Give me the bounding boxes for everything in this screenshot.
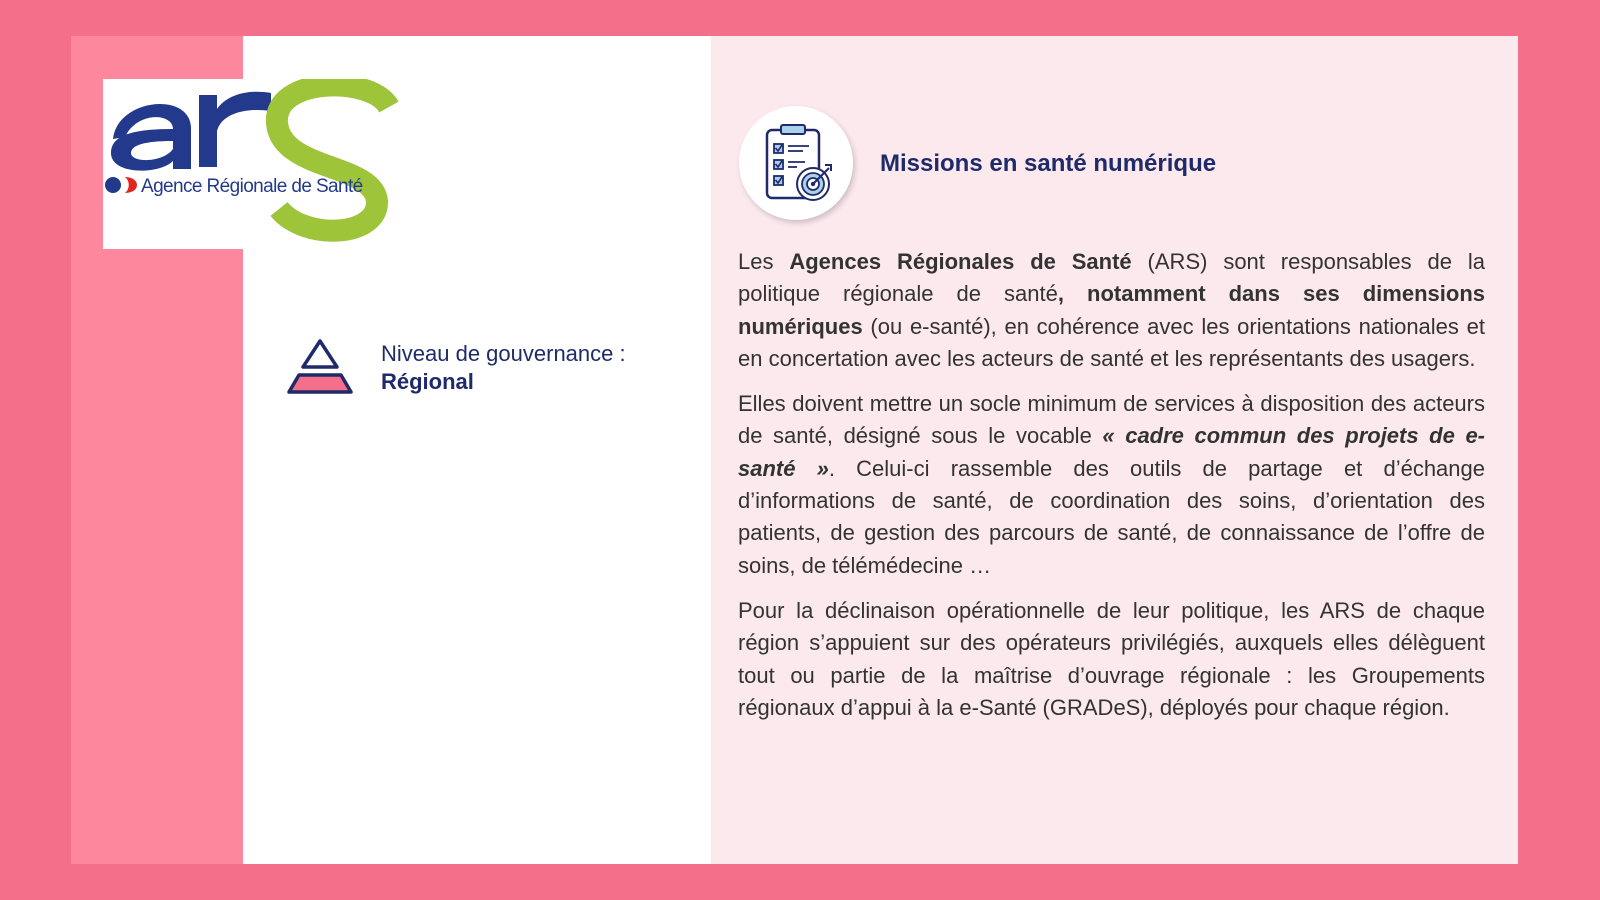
text-run: Pour la déclinaison opérationnelle de leur politique, les ARS de chaque région s’appuient sur des opérateurs privilégiés, auxquels elles délèguent tout ou partie de la maîtrise d’ouvrage régionale : les Groupements régionaux d’appui à la e-Santé (GRADeS), déployés pour chaque région. [738,597,1485,720]
ars-logo [103,79,403,249]
text-run: Elles doivent mettre un socle minimum de services à disposition des acteurs de santé, désigné sous le vocable [738,391,1485,449]
text-run: . Celui-ci rassemble des outils de partage et d’échange d’informations de santé, de coordination des soins, d’orientation des patients, de gestion des parcours de santé, de connaissance de l’offre de soins, de télémédecine … [738,455,1486,578]
section-title: Missions en santé numérique [880,150,1217,177]
governance-text [381,340,626,396]
paragraph [738,388,1485,582]
paragraph [738,246,1485,375]
slide [71,36,1518,864]
governance-value: Régional [381,369,474,394]
paragraph [738,595,1485,724]
governance-level [285,336,685,406]
text-run: Agences Régionales de Santé [789,249,1132,274]
logo-subtitle: Agence Régionale de Santé [141,176,363,197]
missions-panel [711,36,1518,864]
section-header [739,106,1499,226]
text-run: « cadre commun des projets de e-santé » [738,423,1486,481]
governance-label: Niveau de gouvernance : [381,341,626,366]
pyramid-icon [285,338,355,400]
clipboard-target-icon [739,106,853,220]
ars-wordmark [103,79,403,249]
text-run: Les [738,249,790,274]
missions-text [738,246,1485,737]
text-run: (ARS) sont responsables de la politique régionale de santé [738,249,1485,307]
text-run: (ou e-santé), en cohérence avec les orientations nationales et en concertation avec les acteurs de santé et les représentants des usagers. [738,313,1485,371]
text-run: , notamment dans ses dimensions numériques [738,281,1485,339]
